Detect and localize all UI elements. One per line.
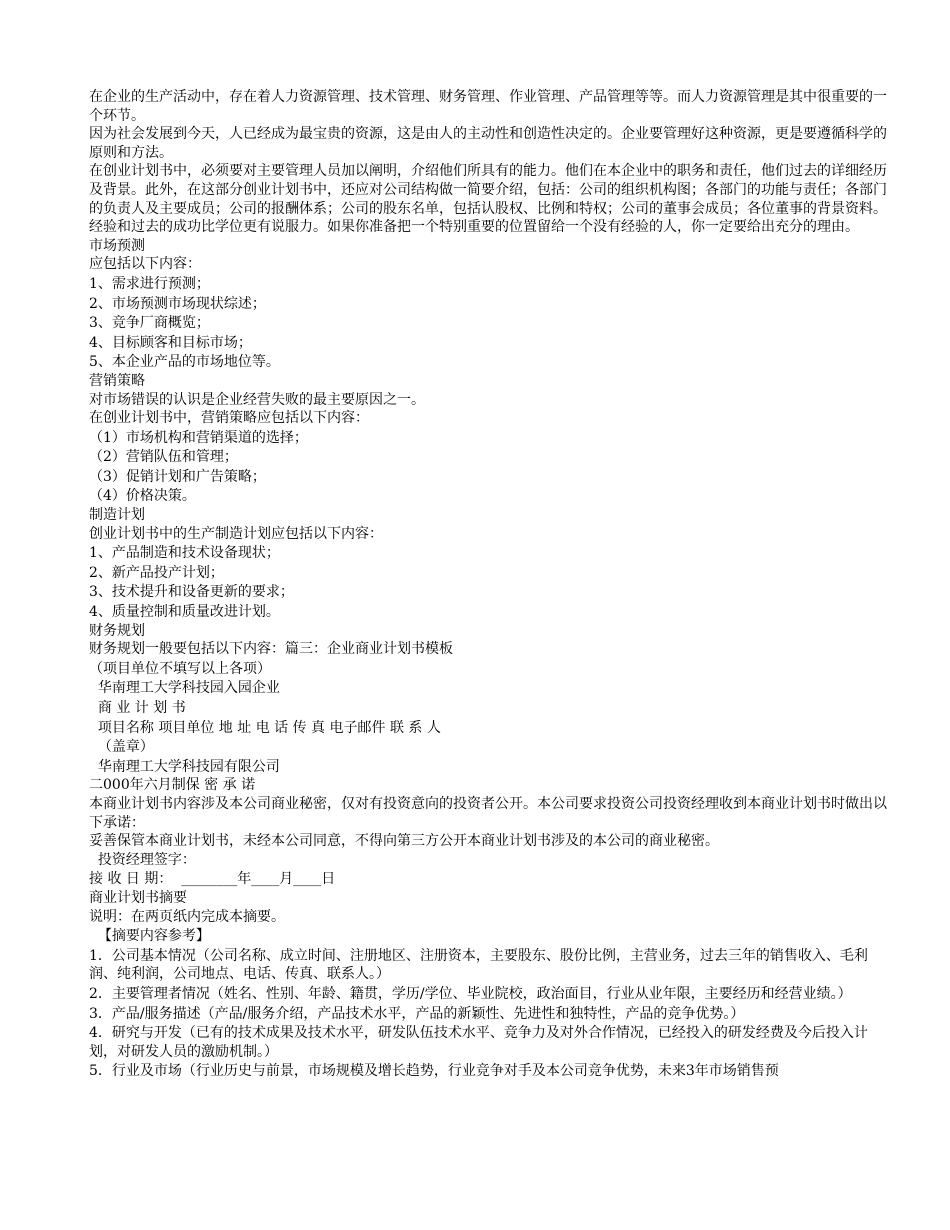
manufacturing-intro: 创业计划书中的生产制造计划应包括以下内容： [89, 525, 383, 542]
finance-intro: 财务规划一般要包括以下内容：篇三：企业商业计划书模板 [89, 641, 453, 658]
summary-item: 1．公司基本情况（公司名称、成立时间、注册地区、注册资本，主要股东、股份比例，主营业务，过去三年的销售收入、毛利润、纯利润，公司地点、电话、传真、联系人。） [89, 947, 868, 983]
template-date-confidential: 二000年六月制保 密 承 诺 [89, 777, 256, 794]
section-heading-marketing-strategy: 营销策略 [89, 372, 145, 389]
summary-item: 3．产品/服务描述（产品/服务介绍，产品技术水平，产品的新颖性、先进性和独特性，产品的竞争优势。） [89, 1005, 745, 1022]
summary-note: 说明：在两页纸内完成本摘要。 [89, 908, 285, 925]
summary-item: 2．主要管理者情况（姓名、性别、年龄、籍贯，学历/学位、毕业院校，政治面目，行业从业年限，主要经历和经营业绩。） [89, 985, 852, 1002]
confidential-statement: 本商业计划书内容涉及本公司商业秘密，仅对有投资意向的投资者公开。本公司要求投资公司投资经理收到本商业计划书时做出以下承诺： [89, 795, 887, 831]
section-heading-market-forecast: 市场预测 [89, 237, 145, 254]
list-item: 2、新产品投产计划； [89, 564, 224, 581]
market-intro: 应包括以下内容： [89, 256, 201, 273]
receipt-date: 接 收 日 期： ________年____月____日 [89, 871, 336, 888]
summary-item: 5．行业及市场（行业历史与前景，市场规模及增长趋势，行业竞争对手及本公司竞争优势，未来3年市场销售预 [89, 1063, 779, 1080]
investor-signature: 投资经理签字： [89, 851, 196, 868]
list-item: 5、本企业产品的市场地位等。 [89, 354, 280, 371]
list-item: 3、竞争厂商概览； [89, 315, 210, 332]
marketing-line-2: 在创业计划书中，营销策略应包括以下内容： [89, 410, 369, 427]
list-item: 1、产品制造和技术设备现状； [89, 545, 280, 562]
paragraph-management-team: 在创业计划书中，必须要对主要管理人员加以阐明，介绍他们所具有的能力。他们在本企业中的职务和责任，他们过去的详细经历及背景。此外，在这部分创业计划书中，还应对公司结构做一简要介绍，包括：公司的组织机构图；各部门的功能与责任；各部门的负责人及主要成员；公司的报酬体系；公司的股东名单，包括认股权、比例和特权；公司的董事会成员；各位董事的背景资料。 [89, 163, 887, 217]
marketing-line-1: 对市场错误的认识是企业经营失败的最主要原因之一。 [89, 391, 425, 408]
list-item: （4）价格决策。 [89, 488, 196, 505]
summary-item: 4．研究与开发（已有的技术成果及技术水平，研发队伍技术水平、竞争力及对外合作情况，已经投入的研发经费及今后投入计划，对研发人员的激励机制。） [89, 1025, 868, 1060]
paragraph-human-resource: 因为社会发展到今天，人已经成为最宝贵的资源，这是由人的主动性和创造性决定的。企业要管理好这种资源，更是要遵循科学的原则和方法。 [89, 126, 887, 161]
template-title: 商 业 计 划 书 [89, 700, 186, 716]
template-issuer: 华南理工大学科技园有限公司 [89, 758, 280, 775]
paragraph-hr-management: 在企业的生产活动中，存在着人力资源管理、技术管理、财务管理、作业管理、产品管理等等。而人力资源管理是其中很重要的一个环节。 [89, 89, 887, 124]
list-item: （3）促销计划和广告策略； [89, 468, 266, 485]
paragraph-experience: 经验和过去的成功比学位更有说服力。如果你准备把一个特别重要的位置留给一个没有经验的人，你一定要给出充分的理由。 [89, 219, 859, 236]
list-item: 2、市场预测市场现状综述； [89, 295, 266, 312]
template-company: 华南理工大学科技园入园企业 [89, 680, 280, 697]
confidential-promise: 妥善保管本商业计划书，未经本公司同意，不得向第三方公开本商业计划书涉及的本公司的商业秘密。 [89, 833, 719, 850]
section-heading-financial-plan: 财务规划 [89, 622, 145, 639]
template-note: （项目单位不填写以上各项） [89, 660, 271, 677]
template-fields: 项目名称 项目单位 地 址 电 话 传 真 电子邮件 联 系 人 [89, 719, 441, 736]
template-seal: （盖章） [89, 739, 154, 756]
list-item: （2）营销队伍和管理； [89, 449, 238, 466]
summary-reference: 【摘要内容参考】 [89, 928, 210, 945]
section-heading-summary: 商业计划书摘要 [89, 889, 187, 906]
list-item: 1、需求进行预测； [89, 275, 210, 292]
list-item: 3、技术提升和设备更新的要求； [89, 584, 294, 601]
section-heading-manufacturing-plan: 制造计划 [89, 507, 145, 524]
list-item: 4、质量控制和质量改进计划。 [89, 604, 280, 621]
list-item: 4、目标顾客和目标市场； [89, 334, 252, 351]
list-item: （1）市场机构和营销渠道的选择； [89, 429, 308, 446]
